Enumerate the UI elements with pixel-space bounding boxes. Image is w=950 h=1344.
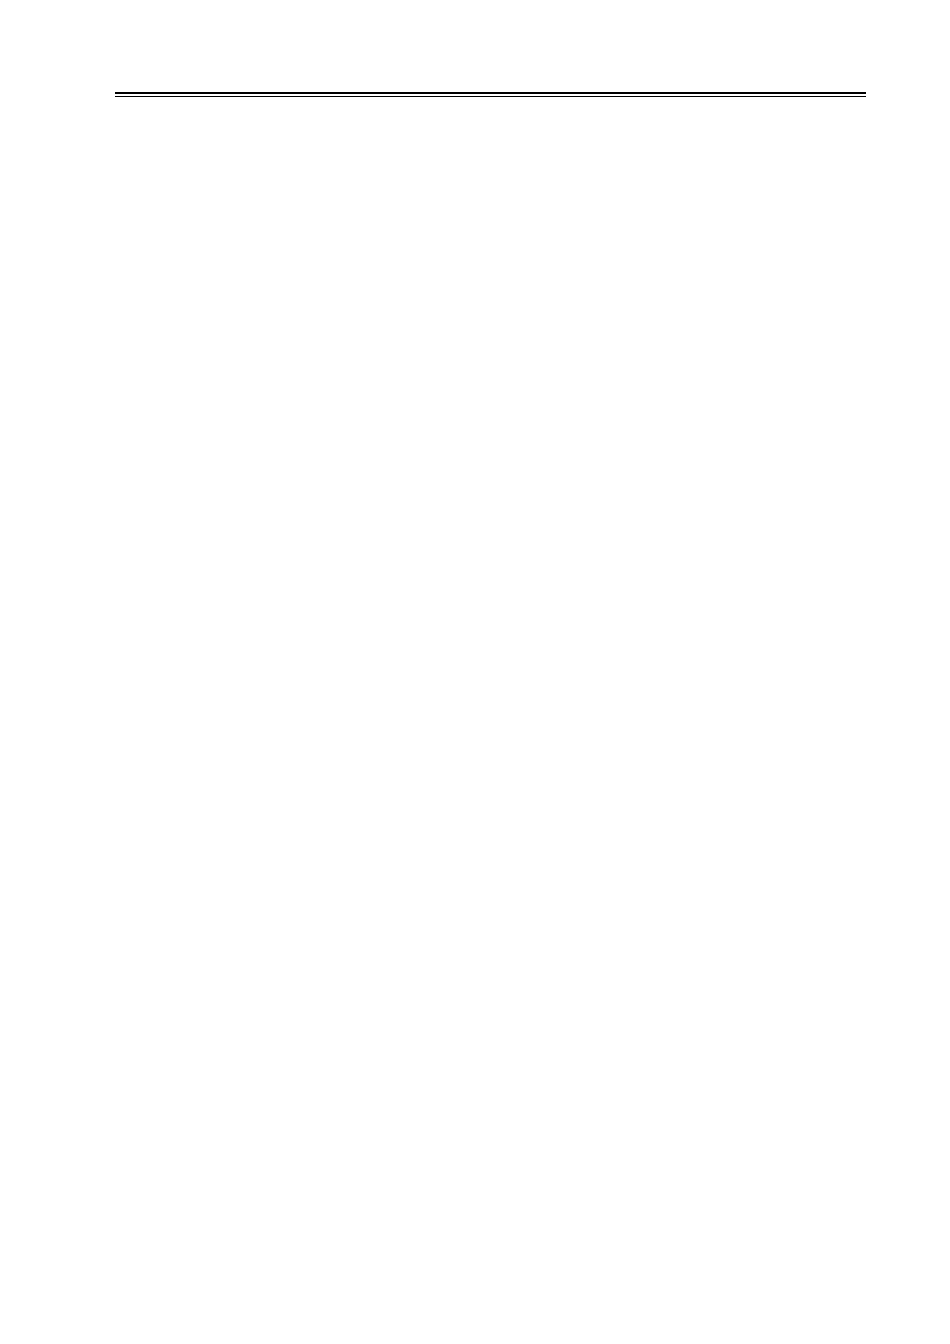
header-rule-thick <box>115 92 866 94</box>
section-heading <box>115 151 866 181</box>
subsection-heading <box>115 193 866 223</box>
header-rule-thin <box>115 96 866 97</box>
page-content <box>115 117 866 231</box>
